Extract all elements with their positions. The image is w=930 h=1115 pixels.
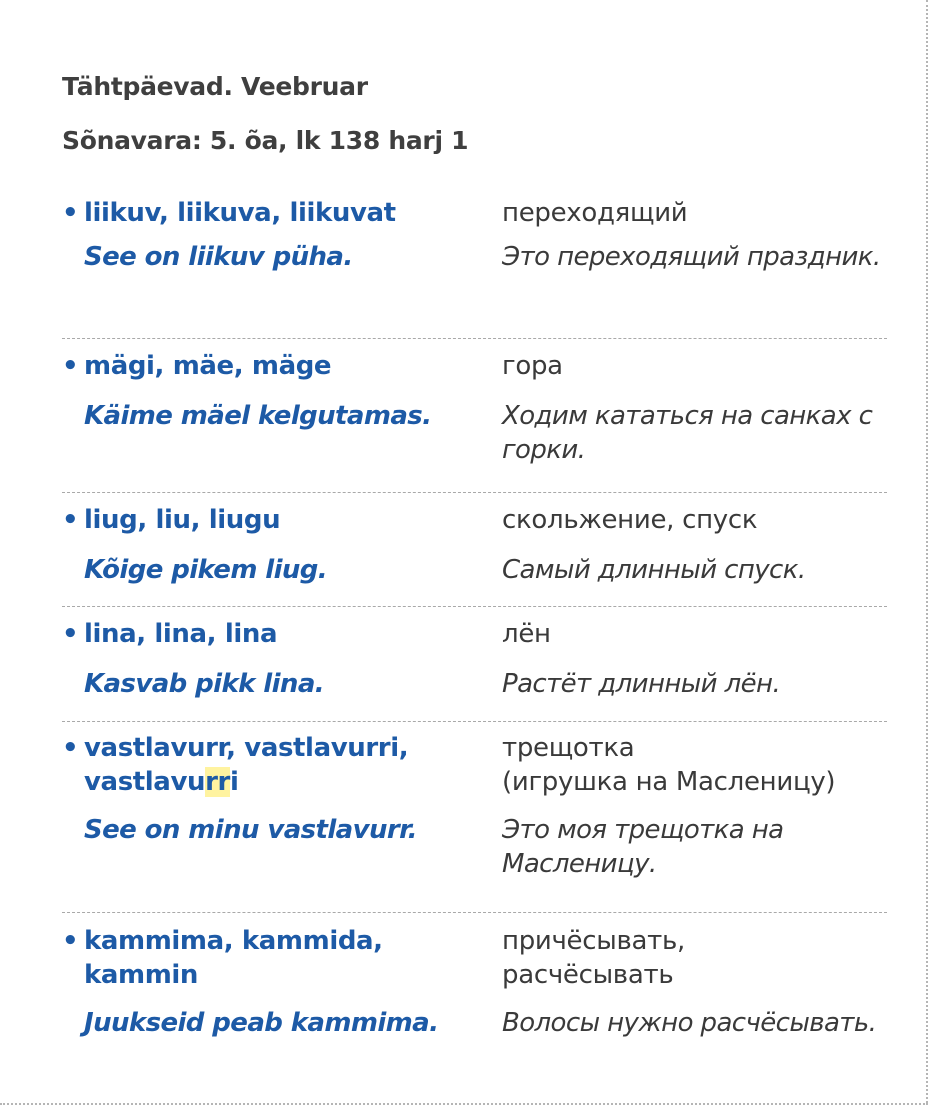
vocab-translation-example: Самый длинный спуск.: [502, 555, 806, 585]
russian-column: [502, 503, 892, 587]
entry-divider: [62, 606, 887, 607]
estonian-column: [62, 503, 482, 587]
bullet-icon: •: [62, 926, 79, 956]
bullet-icon: •: [62, 505, 79, 535]
page-frame-bottom: [0, 1103, 928, 1105]
vocab-example: See on minu vastlavurr.: [84, 815, 417, 845]
page-subtitle: Sõnavara: 5. õa, lk 138 harj 1: [62, 126, 469, 155]
vocab-word: • kammima, kammida, kammin: [62, 926, 383, 990]
entry-divider: [62, 492, 887, 493]
vocab-example: Kasvab pikk lina.: [84, 669, 325, 699]
russian-column: [502, 924, 892, 1040]
vocab-word: • liug, liu, liugu: [62, 505, 281, 535]
vocab-translation-example: Волосы нужно расчёсывать.: [502, 1008, 877, 1038]
entry-divider: [62, 338, 887, 339]
russian-column: [502, 617, 892, 701]
vocab-translation: переходящий: [502, 198, 688, 228]
page-frame-right: [926, 0, 928, 1103]
russian-column: [502, 196, 892, 274]
vocab-word: • lina, lina, lina: [62, 619, 278, 649]
estonian-column: [62, 196, 482, 274]
vocab-translation: лён: [502, 619, 551, 649]
vocab-word: • mägi, mäe, mäge: [62, 351, 332, 381]
vocab-example: See on liikuv püha.: [84, 242, 353, 272]
vocab-translation: причёсывать, расчёсывать: [502, 926, 685, 990]
vocab-translation-example: Растёт длинный лён.: [502, 669, 781, 699]
vocab-translation: гора: [502, 351, 563, 381]
estonian-column: [62, 731, 482, 847]
russian-column: [502, 731, 892, 881]
bullet-icon: •: [62, 619, 79, 649]
vocab-example: Kõige pikem liug.: [84, 555, 328, 585]
highlight-mark: rr: [205, 767, 230, 797]
bullet-icon: •: [62, 351, 79, 381]
page-header: [62, 70, 468, 178]
estonian-column: [62, 617, 482, 701]
estonian-column: [62, 349, 482, 433]
vocab-translation-example: Это переходящий праздник.: [502, 242, 881, 272]
vocab-example: Juukseid peab kammima.: [84, 1008, 439, 1038]
estonian-column: [62, 924, 482, 1040]
vocab-translation: скольжение, спуск: [502, 505, 758, 535]
vocab-translation-example: Ходим кататься на санках с горки.: [502, 401, 873, 465]
page-title: Tähtpäevad. Veebruar: [62, 72, 368, 101]
vocab-translation-example: Это моя трещотка на Масленицу.: [502, 815, 784, 879]
bullet-icon: •: [62, 198, 79, 228]
bullet-icon: •: [62, 733, 79, 763]
entry-divider: [62, 912, 887, 913]
russian-column: [502, 349, 892, 467]
entry-divider: [62, 721, 887, 722]
vocab-word: • vastlavurr, vastlavurri, vastlavurri: [62, 733, 409, 797]
vocab-example: Käime mäel kelgutamas.: [84, 401, 432, 431]
vocab-translation: трещотка (игрушка на Масленицу): [502, 733, 836, 797]
vocab-word: • liikuv, liikuva, liikuvat: [62, 198, 396, 228]
